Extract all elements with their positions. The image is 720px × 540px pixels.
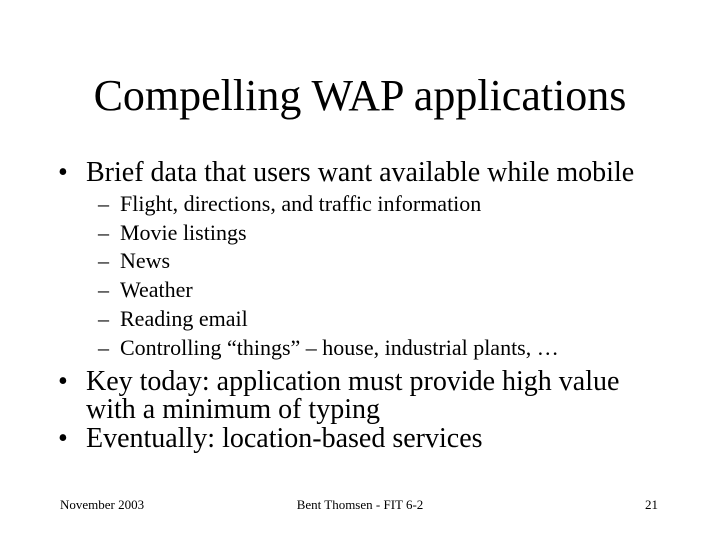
dash-icon: – bbox=[98, 306, 109, 331]
footer-author: Bent Thomsen - FIT 6-2 bbox=[296, 497, 424, 512]
dash-icon: – bbox=[98, 191, 109, 216]
footer-date: November 2003 bbox=[60, 497, 145, 512]
bullet-text-line2: with a minimum of typing bbox=[86, 394, 380, 425]
subitem-text: News bbox=[120, 248, 171, 273]
dash-icon: – bbox=[98, 335, 109, 360]
bullet-icon: • bbox=[58, 423, 68, 454]
footer-page-number: 21 bbox=[645, 497, 658, 512]
slide-title: Compelling WAP applications bbox=[93, 71, 627, 120]
bullet-text-line1: Key today: application must provide high value bbox=[86, 366, 620, 397]
subitem-text: Movie listings bbox=[120, 220, 247, 245]
bullet-text: Brief data that users want available while mobile bbox=[86, 157, 635, 188]
bullet-text: Eventually: location-based services bbox=[86, 423, 483, 454]
dash-icon: – bbox=[98, 248, 109, 273]
subitem-text: Weather bbox=[120, 277, 193, 302]
dash-icon: – bbox=[98, 277, 109, 302]
subitem-text: Flight, directions, and traffic information bbox=[120, 191, 482, 216]
subitem-text: Controlling “things” – house, industrial plants, … bbox=[120, 335, 559, 360]
dash-icon: – bbox=[98, 220, 109, 245]
bullet-icon: • bbox=[58, 157, 68, 188]
subitem-text: Reading email bbox=[120, 306, 248, 331]
bullet-icon: • bbox=[58, 366, 68, 397]
